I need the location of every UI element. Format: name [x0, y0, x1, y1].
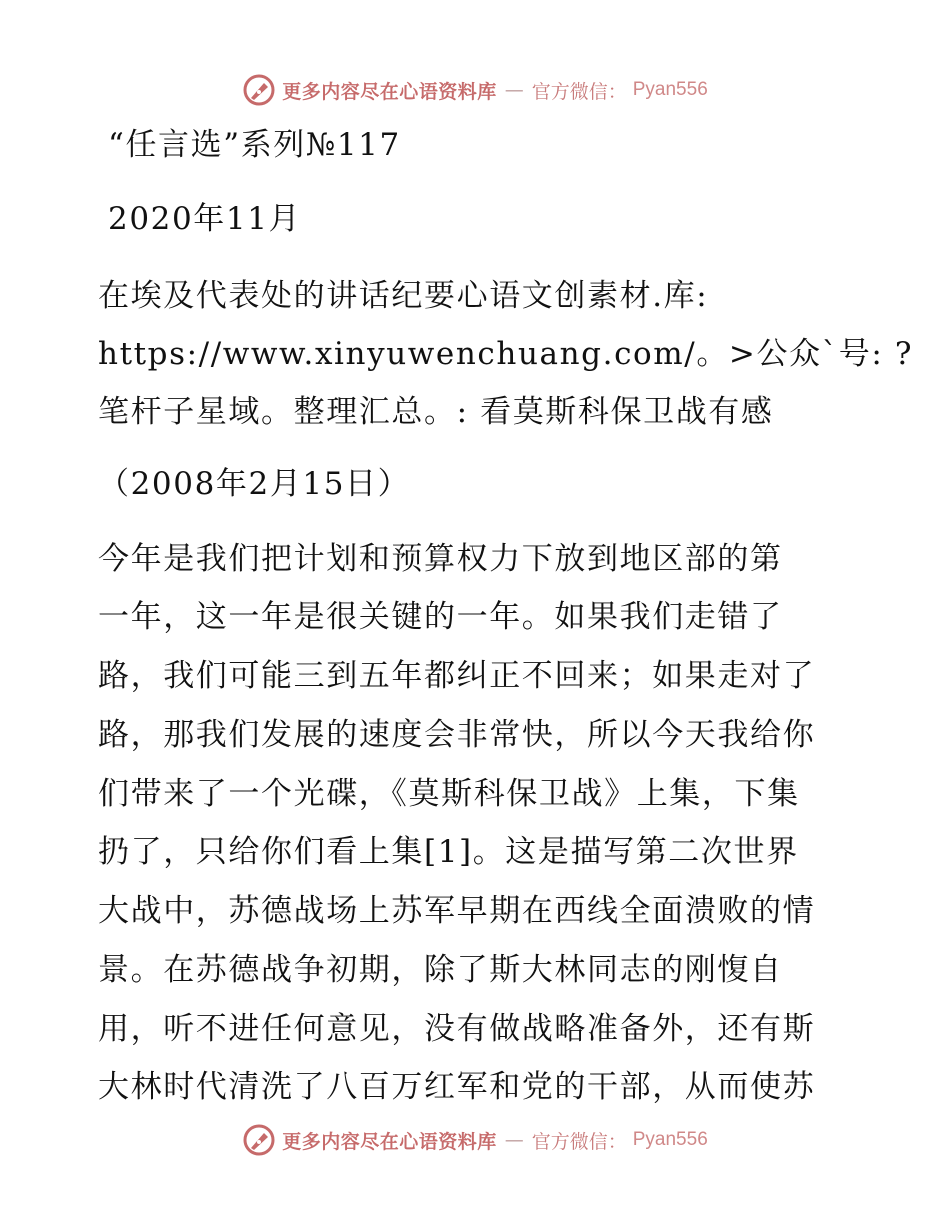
watermark-contact-label: 官方微信： [531, 80, 627, 103]
document-date: 2020年11月 [108, 201, 302, 237]
text-line-7: 路，我们可能三到五年都纠正不回来；如果走对了 [98, 658, 816, 694]
text-line-14: 大林时代清洗了八百万红军和党的干部，从而使苏 [98, 1069, 816, 1105]
text-line-8: 路，那我们发展的速度会非常快，所以今天我给你 [98, 717, 816, 753]
watermark-contact-label: 官方微信： [531, 1130, 627, 1153]
text-line-11: 大战中，苏德战场上苏军早期在西线全面溃败的情 [98, 893, 816, 929]
text-line-2: https://www.xinyuwenchuang.com/。>公众`号: ? [98, 336, 914, 372]
watermark-dash: — [504, 1129, 524, 1151]
text-line-1: 在埃及代表处的讲话纪要心语文创素材.库: [98, 278, 709, 314]
text-line-5: 今年是我们把计划和预算权力下放到地区部的第 [98, 541, 783, 577]
text-line-13: 用，听不进任何意见，没有做战略准备外，还有斯 [98, 1011, 816, 1047]
pen-nib-logo-icon [242, 73, 276, 107]
watermark-text: 更多内容尽在心语资料库 [282, 80, 497, 103]
text-line-12: 景。在苏德战争初期，除了斯大林同志的刚愎自 [98, 952, 783, 988]
text-line-10: 扔了，只给你们看上集[1]。这是描写第二次世界 [98, 834, 799, 870]
text-line-9: 们带来了一个光碟，《莫斯科保卫战》上集，下集 [98, 776, 800, 812]
watermark-text: 更多内容尽在心语资料库 [282, 1130, 497, 1153]
pen-nib-logo-icon [242, 1123, 276, 1157]
speech-date: （2008年2月15日） [98, 466, 411, 502]
text-line-6: 一年，这一年是很关键的一年。如果我们走错了 [98, 599, 783, 635]
text-line-3: 笔杆子星域。整理汇总。: 看莫斯科保卫战有感 [98, 394, 774, 430]
footer-watermark [0, 1120, 950, 1160]
watermark-account: Pyan556 [632, 79, 708, 100]
series-title: “任言选”系列№117 [108, 127, 401, 163]
watermark-account: Pyan556 [632, 1129, 708, 1150]
header-watermark [0, 70, 950, 110]
watermark-dash: — [504, 79, 524, 101]
